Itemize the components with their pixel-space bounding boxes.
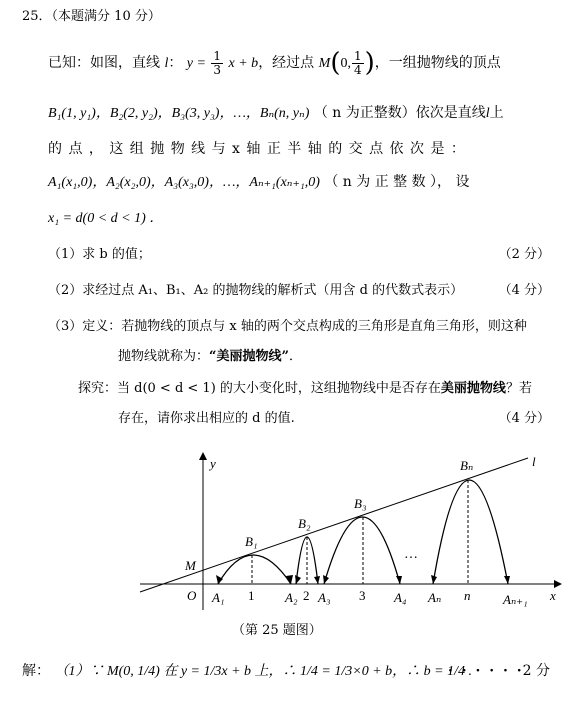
n-note: （ n 为正整数）依次是直线 [313, 105, 486, 121]
part-1: （1）求 b 的值； [48, 247, 151, 262]
intro-label: 已知：如图，直线 [48, 55, 160, 71]
part-3-term-line [118, 348, 302, 366]
part-3-term-end: ． [288, 349, 302, 364]
solution-step: （1）∵ M(0, 1/4) 在 y = 1/3x + b 上，∴ 1/4 = 1/3×0 + b，∴ b = 1/4 . [54, 664, 472, 679]
label-o: O [187, 588, 197, 603]
tick-1: 1 [248, 588, 255, 603]
label-a2: A₂ [285, 590, 298, 605]
tick-2: 2 [303, 588, 310, 603]
label-an: Aₙ [428, 590, 442, 605]
fraction-one-third: $\frac{1}{3}$ [213, 48, 222, 77]
label-y: y [210, 456, 216, 471]
label-an1: Aₙ₊₁ [503, 592, 528, 607]
beautiful-parabola-term: “美丽抛物线” [209, 349, 289, 364]
label-m: M [185, 558, 196, 573]
part-3-definition: （3）定义：若抛物线的顶点与 x 轴的两个交点构成的三角形是直角三角形，则这种 [48, 319, 527, 334]
label-b1: B₁ [245, 534, 258, 549]
line-tail: 上 [489, 105, 504, 121]
figure-caption: （第 25 题图） [232, 623, 322, 638]
parabola-figure [0, 448, 572, 628]
solution-dots: · · · · · · [448, 663, 524, 679]
x1-definition: x₁ = d(0 < d < 1) ． [48, 211, 164, 226]
intersections-intro: 的 点 ， 这 组 抛 物 线 与 x 轴 正 半 轴 的 交 点 依 次 是 ： [48, 141, 466, 157]
m-x: 0, [340, 56, 351, 71]
label-a3: A₃ [318, 590, 331, 605]
label-b3: B₃ [354, 496, 367, 511]
part-2-score: （4 分） [498, 283, 550, 298]
line-name: l [164, 56, 169, 71]
tick-n: n [464, 588, 471, 603]
explore-text-a: 探究：当 d(0 < d < 1) 的大小变化时，这组抛物线中是否存在 [78, 381, 441, 396]
part-1-score: （2 分） [498, 247, 550, 262]
ellipsis: … [404, 547, 418, 562]
explore-line-2: 存在，请你求出相应的 d 的值. [118, 411, 295, 426]
tick-3: 3 [359, 588, 366, 603]
explore-text-b: ？若 [505, 381, 532, 396]
vertices-seq: B₁(1, y₁)，B₂(2, y₂)，B₃(3, y₃)，…，Bₙ(n, yₙ) [48, 106, 310, 121]
intro-line: 已知：如图，直线 l： y = $\frac{1}{3}$ x + b，经过点 M(0, $\frac{1}{4}$ )，一组抛物线的顶点 [48, 48, 501, 78]
parabola-3 [324, 517, 400, 584]
fraction-one-quarter: $\frac{1}{4}$ [353, 48, 362, 77]
label-a4: A₄ [394, 590, 407, 605]
line-name-ref: l [485, 106, 490, 121]
label-x: x [550, 588, 556, 603]
point-m: M [318, 56, 331, 71]
explore-bold: 美丽抛物线 [440, 381, 506, 396]
solution-line [22, 662, 472, 681]
solution-label: 解： [22, 663, 50, 679]
label-bn: Bₙ [460, 458, 474, 473]
n-note-2: （ n 为 正 整 数 ）， 设 [324, 174, 470, 190]
intro-tail: ，一组抛物线的顶点 [374, 55, 501, 71]
parabola-n [433, 480, 508, 584]
intersections-seq: A₁(x₁,0)，A₂(x₂,0)，A₃(x₃,0)，…，Aₙ₊₁(xₙ₊₁,0) [48, 175, 320, 190]
part-3-term-prefix: 抛物线就称为： [118, 349, 210, 364]
part-3-score: （4 分） [498, 411, 550, 426]
through-text: ，经过点 [258, 55, 315, 71]
part-2: （2）求经过点 A₁、B₁、A₂ 的抛物线的解析式（用含 d 的代数式表示） [48, 283, 464, 298]
vertices-line [48, 104, 504, 123]
label-b2: B₂ [298, 516, 311, 531]
problem-header: 25．（本题满分 10 分） [22, 9, 161, 24]
label-a1: A₁ [212, 590, 225, 605]
label-l: l [532, 454, 536, 469]
eq-rest: x + b [228, 56, 259, 71]
intersections-line [48, 173, 470, 192]
explore-line [78, 380, 532, 398]
eq-y: y = [186, 56, 206, 71]
solution-score: 2 分 [522, 663, 550, 679]
line-l [140, 458, 528, 592]
parabola-1 [218, 555, 291, 584]
